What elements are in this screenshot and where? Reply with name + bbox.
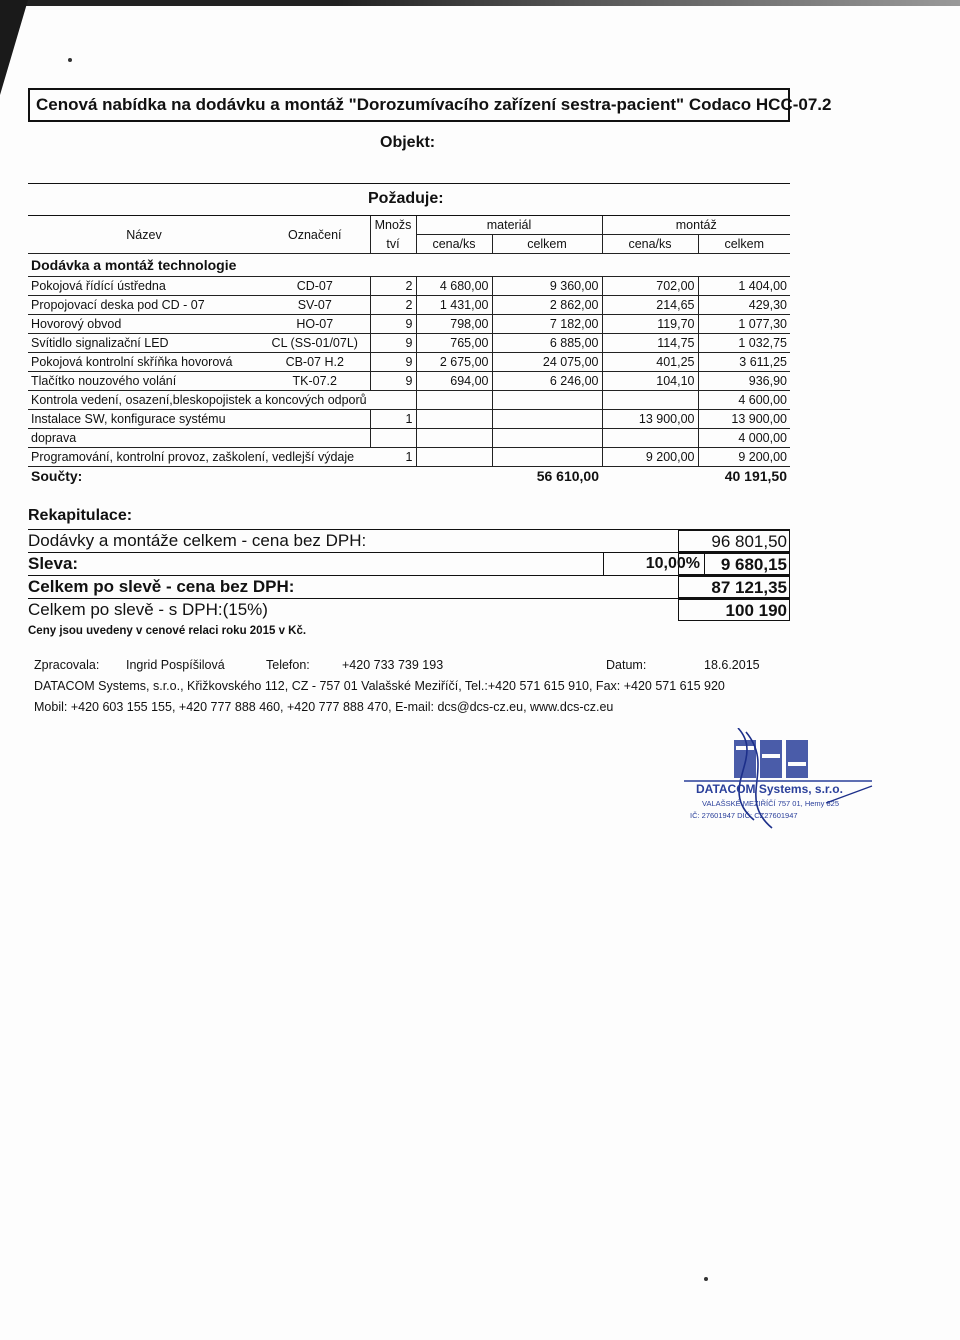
col-header-mnozstvi: Množs <box>374 218 412 233</box>
recap-discount-label: Sleva: <box>28 554 79 573</box>
item-material-unit: 765,00 <box>416 334 492 353</box>
item-name: Propojovací deska pod CD - 07 <box>28 296 260 315</box>
recap-line-with-vat <box>28 599 790 621</box>
item-material-unit <box>416 391 492 410</box>
table-row <box>28 334 790 353</box>
item-qty: 1 <box>370 448 416 467</box>
item-material-unit <box>416 429 492 448</box>
col-header-material: materiál <box>416 216 602 235</box>
item-qty: 2 <box>370 296 416 315</box>
section-row <box>28 254 790 277</box>
recap-total-label: Dodávky a montáže celkem - cena bez DPH: <box>28 531 367 550</box>
item-material-unit: 694,00 <box>416 372 492 391</box>
footer <box>34 655 794 718</box>
item-material-total <box>492 391 602 410</box>
item-material-total: 9 360,00 <box>492 277 602 296</box>
item-name: Instalace SW, konfigurace systému <box>28 410 260 429</box>
datum-label: Datum: <box>606 658 647 672</box>
sums-row <box>28 467 790 486</box>
document-title: Cenová nabídka na dodávku a montáž "Dorozumívacího zařízení sestra-pacient" Codaco HCC-07.2 <box>28 88 790 122</box>
item-name: doprava <box>28 429 260 448</box>
recap-section <box>28 507 790 637</box>
item-montaz-total: 1 032,75 <box>698 334 790 353</box>
datum-value: 18.6.2015 <box>704 658 760 672</box>
col-header-nazev: Název <box>28 216 260 254</box>
footer-address <box>34 676 794 697</box>
table-row <box>28 391 790 410</box>
zpracovala-name: Ingrid Pospíšilová <box>126 658 225 672</box>
item-montaz-unit: 13 900,00 <box>602 410 698 429</box>
recap-line-after-discount <box>28 575 790 599</box>
item-qty <box>370 391 416 410</box>
item-montaz-unit: 702,00 <box>602 277 698 296</box>
item-montaz-total: 3 611,25 <box>698 353 790 372</box>
telefon-value: +420 733 739 193 <box>342 658 444 672</box>
item-montaz-total: 13 900,00 <box>698 410 790 429</box>
item-code: HO-07 <box>260 315 370 334</box>
item-qty: 9 <box>370 315 416 334</box>
item-material-unit: 2 675,00 <box>416 353 492 372</box>
item-material-total: 6 885,00 <box>492 334 602 353</box>
item-material-unit <box>416 410 492 429</box>
items-table <box>28 216 790 485</box>
item-montaz-unit: 104,10 <box>602 372 698 391</box>
header-row-1 <box>28 216 790 235</box>
item-material-total <box>492 410 602 429</box>
item-montaz-total: 4 000,00 <box>698 429 790 448</box>
company-stamp <box>676 728 876 838</box>
footer-contact-line <box>34 655 794 676</box>
recap-line-discount <box>28 552 790 575</box>
section-label: Dodávka a montáž technologie <box>28 254 790 277</box>
footer-mobile <box>34 697 794 718</box>
table-row <box>28 353 790 372</box>
sum-montaz: 40 191,50 <box>724 468 787 484</box>
item-code: TK-07.2 <box>260 372 370 391</box>
table-row <box>28 429 790 448</box>
recap-discount-value: 9 680,15 <box>678 553 790 575</box>
item-material-total: 24 075,00 <box>492 353 602 372</box>
item-code: SV-07 <box>260 296 370 315</box>
item-montaz-unit <box>602 429 698 448</box>
item-qty: 9 <box>370 372 416 391</box>
recap-after-discount-label: Celkem po slevě - cena bez DPH: <box>28 577 295 596</box>
item-name: Kontrola vedení, osazení,bleskopojistek a koncových odporů <box>28 391 370 410</box>
item-name: Pokojová kontrolní skříňka hovorová <box>28 353 260 372</box>
pozaduje-label: Požaduje: <box>368 190 444 207</box>
col-header-mnozstvi-2: tví <box>370 235 416 254</box>
item-qty <box>370 429 416 448</box>
item-name: Tlačítko nouzového volání <box>28 372 260 391</box>
item-montaz-unit: 401,25 <box>602 353 698 372</box>
recap-with-vat-label: Celkem po slevě - s DPH:(15%) <box>28 600 268 619</box>
sum-material: 56 610,00 <box>536 468 599 484</box>
col-header-montaz-unit: cena/ks <box>602 235 698 254</box>
table-row <box>28 372 790 391</box>
item-montaz-total: 429,30 <box>698 296 790 315</box>
table-row <box>28 277 790 296</box>
item-name: Programování, kontrolní provoz, zaškolení, vedlejší výdaje <box>28 448 370 467</box>
item-montaz-total: 1 404,00 <box>698 277 790 296</box>
col-header-material-total: celkem <box>492 235 602 254</box>
scan-speck <box>704 1277 708 1281</box>
item-code <box>260 429 370 448</box>
item-qty: 1 <box>370 410 416 429</box>
table-row <box>28 410 790 429</box>
item-material-total: 2 862,00 <box>492 296 602 315</box>
col-header-material-unit: cena/ks <box>416 235 492 254</box>
scan-speck <box>68 58 72 62</box>
item-material-total <box>492 429 602 448</box>
item-montaz-unit <box>602 391 698 410</box>
item-code <box>260 410 370 429</box>
item-qty: 9 <box>370 334 416 353</box>
objekt-label: Objekt: <box>380 134 436 151</box>
item-name: Hovorový obvod <box>28 315 260 334</box>
item-material-total <box>492 448 602 467</box>
item-code: CB-07 H.2 <box>260 353 370 372</box>
zpracovala-label: Zpracovala: <box>34 658 100 672</box>
item-material-unit: 1 431,00 <box>416 296 492 315</box>
item-material-unit: 798,00 <box>416 315 492 334</box>
item-code: CL (SS-01/07L) <box>260 334 370 353</box>
item-montaz-total: 936,90 <box>698 372 790 391</box>
company-mobile: Mobil: +420 603 155 155, +420 777 888 460, +420 777 888 470, E-mail: dcs@dcs-cz.eu, www.dcs-cz.eu <box>34 700 614 714</box>
col-header-montaz-total: celkem <box>698 235 790 254</box>
table-row <box>28 296 790 315</box>
item-montaz-unit: 214,65 <box>602 296 698 315</box>
recap-line-total <box>28 529 790 552</box>
telefon-label: Telefon: <box>266 658 310 672</box>
pozaduje-row <box>28 184 790 216</box>
table-row <box>28 448 790 467</box>
recap-after-discount-value: 87 121,35 <box>678 576 790 598</box>
item-material-unit <box>416 448 492 467</box>
company-address: DATACOM Systems, s.r.o., Křižkovského 112, CZ - 757 01 Valašské Meziříčí, Tel.:+420 571 615 910, Fax: +420 571 615 920 <box>34 679 725 693</box>
item-material-total: 7 182,00 <box>492 315 602 334</box>
item-name: Svítidlo signalizační LED <box>28 334 260 353</box>
item-qty: 9 <box>370 353 416 372</box>
item-montaz-unit: 9 200,00 <box>602 448 698 467</box>
recap-discount-pct: 10,00% <box>603 553 705 575</box>
item-montaz-total: 4 600,00 <box>698 391 790 410</box>
sums-label: Součty: <box>31 468 83 484</box>
stamp-line-2: VALAŠSKÉ MEZIŘÍČÍ 757 01, Hemy 825 <box>702 799 840 808</box>
recap-total-value: 96 801,50 <box>678 530 790 552</box>
quote-sheet <box>28 88 832 485</box>
col-header-montaz: montáž <box>602 216 790 235</box>
item-qty: 2 <box>370 277 416 296</box>
col-header-oznaceni: Označení <box>260 216 370 254</box>
stamp-line-3: IČ: 27601947 DIČ: CZ27601947 <box>690 811 798 820</box>
item-material-total: 6 246,00 <box>492 372 602 391</box>
table-row <box>28 315 790 334</box>
stamp-line-1: DATACOM Systems, s.r.o. <box>696 782 843 796</box>
item-montaz-total: 1 077,30 <box>698 315 790 334</box>
scan-edge <box>0 0 960 6</box>
item-code: CD-07 <box>260 277 370 296</box>
item-montaz-unit: 119,70 <box>602 315 698 334</box>
scan-corner <box>0 0 28 95</box>
item-montaz-total: 9 200,00 <box>698 448 790 467</box>
item-montaz-unit: 114,75 <box>602 334 698 353</box>
price-note: Ceny jsou uvedeny v cenové relaci roku 2015 v Kč. <box>28 625 307 637</box>
item-material-unit: 4 680,00 <box>416 277 492 296</box>
objekt-row <box>28 122 790 184</box>
recap-with-vat-value: 100 190 <box>678 599 790 621</box>
recap-title: Rekapitulace: <box>28 507 133 524</box>
item-name: Pokojová řídící ústředna <box>28 277 260 296</box>
